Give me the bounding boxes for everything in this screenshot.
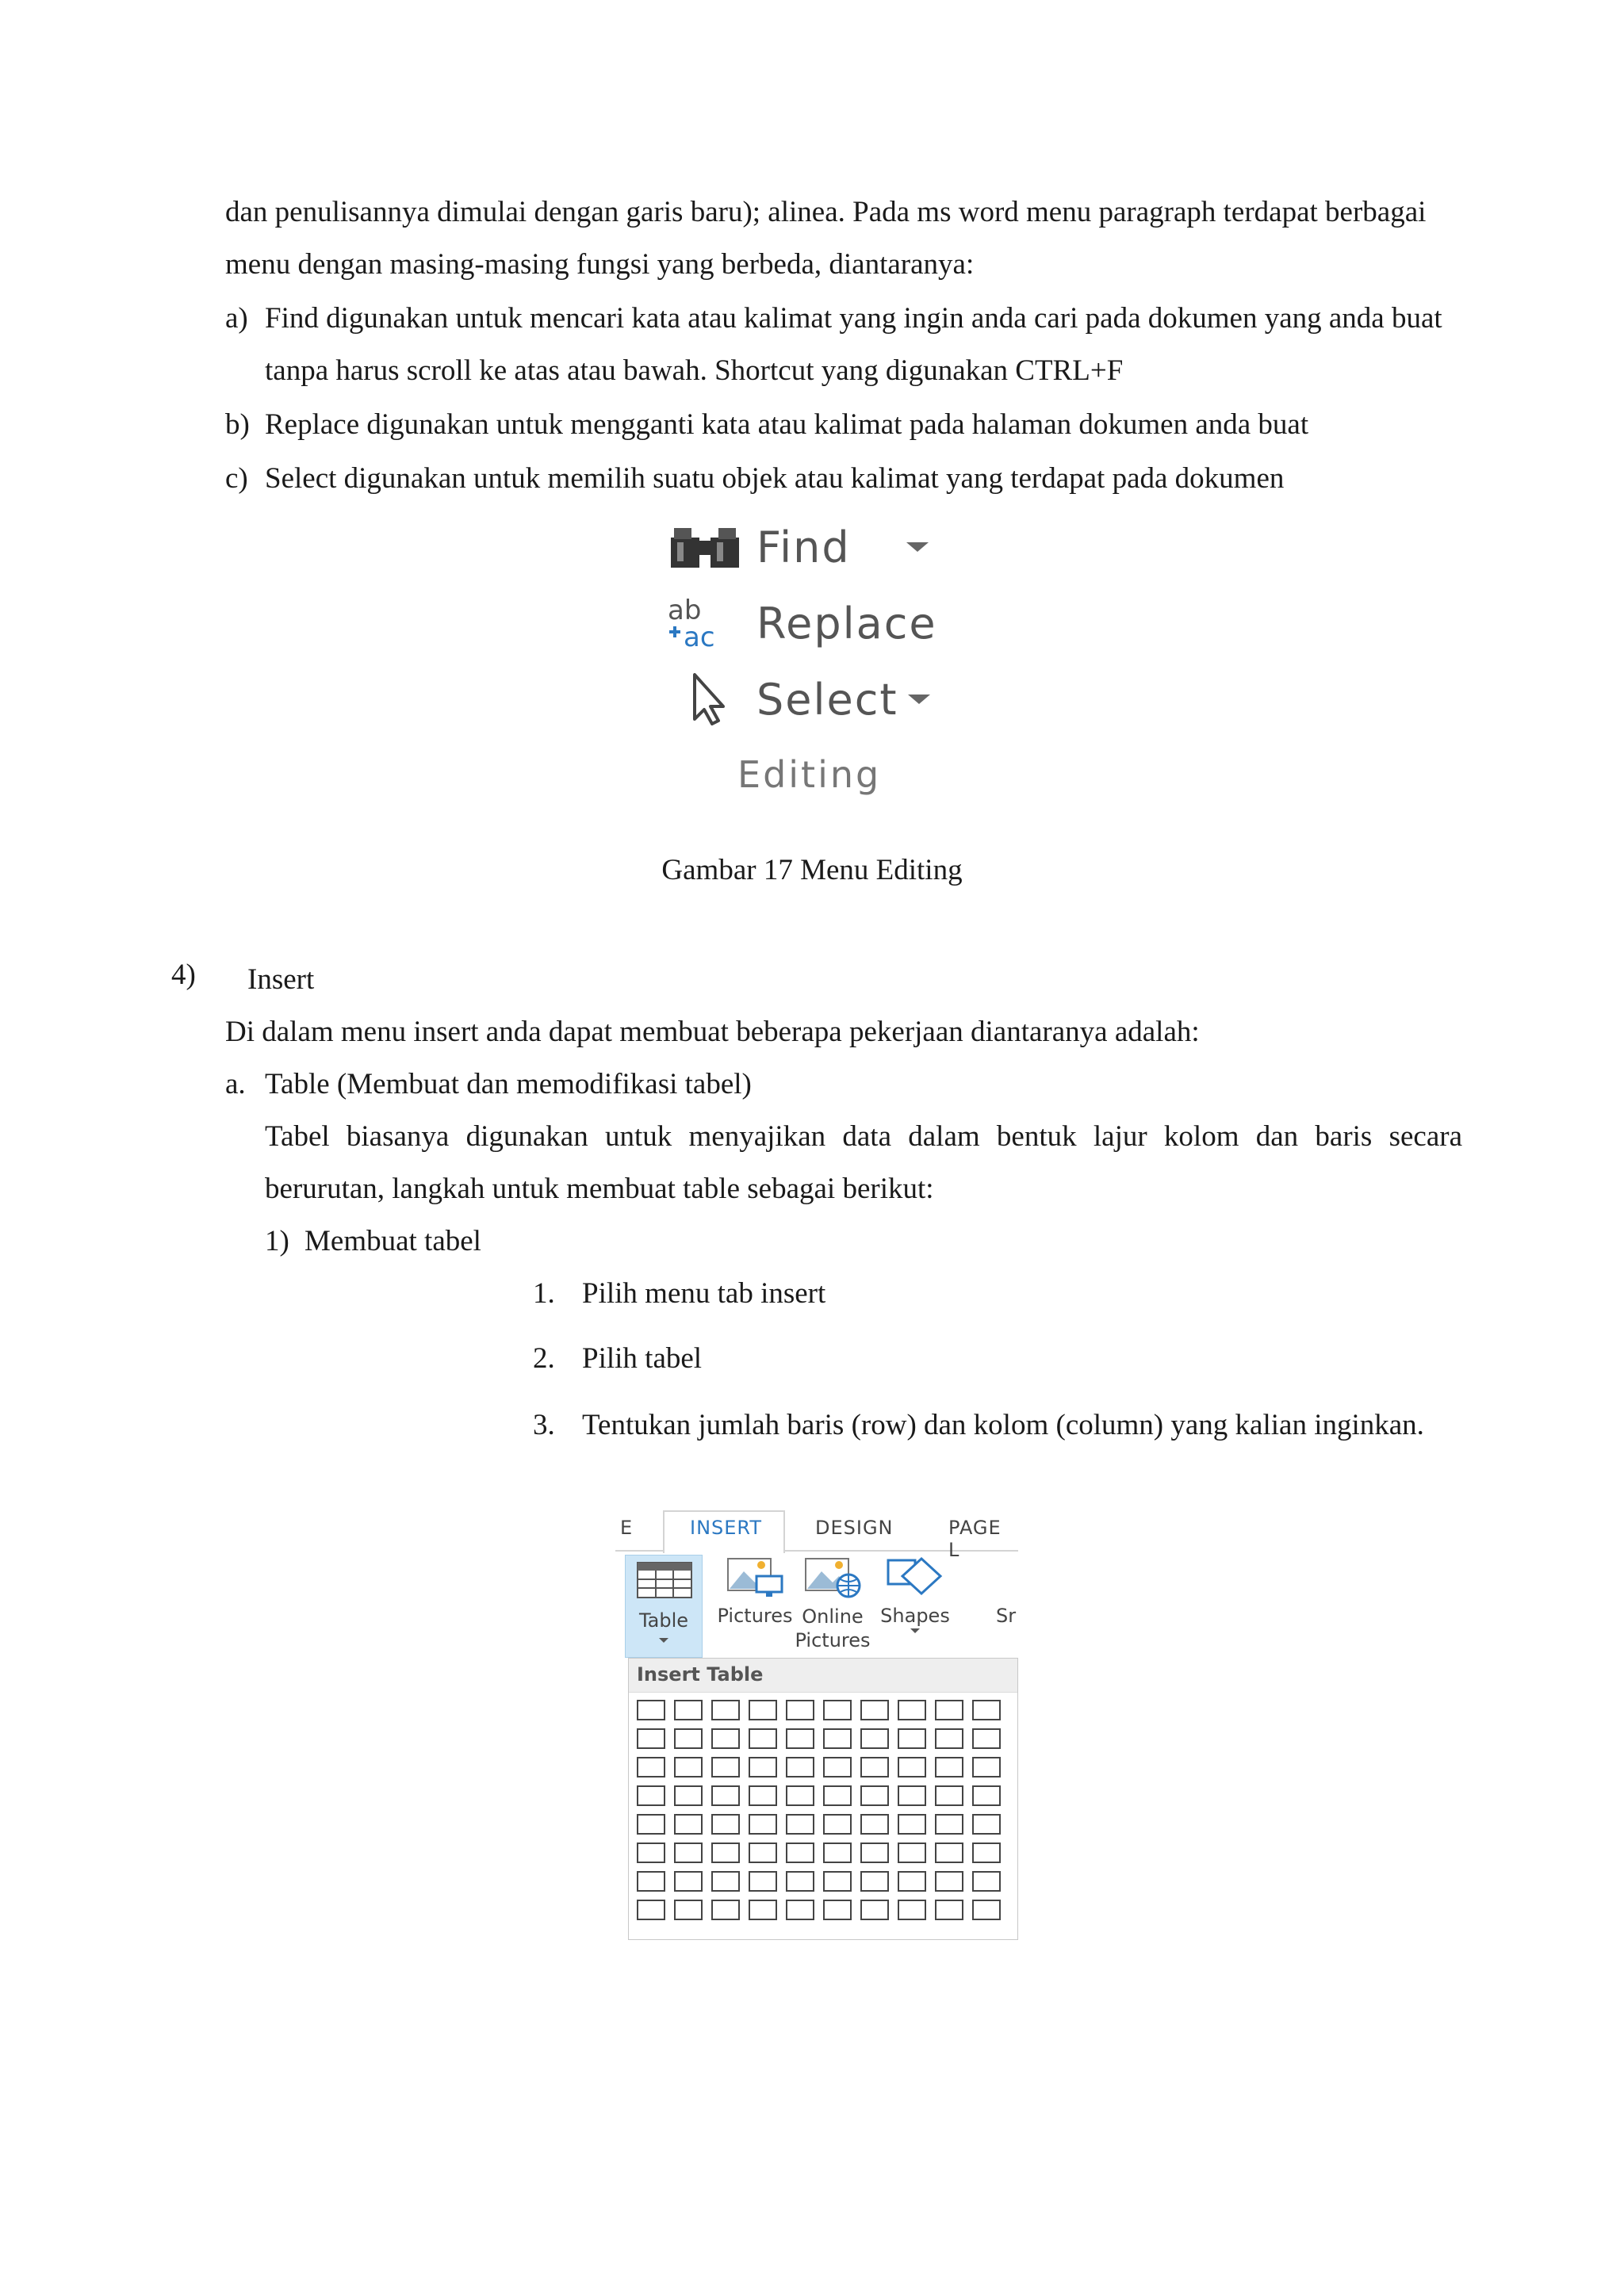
table-grid-cell[interactable] — [823, 1728, 852, 1749]
table-grid-cell[interactable] — [749, 1814, 777, 1835]
table-grid-cell[interactable] — [786, 1700, 814, 1720]
list-item-text: Select digunakan untuk memilih suatu objek atau kalimat yang terdapat pada dokumen — [265, 462, 1285, 495]
table-grid-cell[interactable] — [823, 1700, 852, 1720]
table-grid-cell[interactable] — [860, 1757, 889, 1777]
replace-label: Replace — [756, 598, 937, 649]
insert-table-title: Insert Table — [637, 1663, 764, 1686]
table-grid-cell[interactable] — [749, 1900, 777, 1920]
table-grid-cell[interactable] — [972, 1728, 1001, 1749]
table-grid-cell[interactable] — [711, 1871, 740, 1892]
table-grid-cell[interactable] — [786, 1728, 814, 1749]
table-grid-cell[interactable] — [972, 1900, 1001, 1920]
figure-caption: Gambar 17 Menu Editing — [661, 854, 963, 886]
table-grid-cell[interactable] — [674, 1785, 703, 1806]
table-grid-cell[interactable] — [860, 1900, 889, 1920]
table-grid-cell[interactable] — [674, 1700, 703, 1720]
table-grid-cell[interactable] — [711, 1900, 740, 1920]
table-grid-cell[interactable] — [898, 1785, 926, 1806]
table-grid-cell[interactable] — [711, 1700, 740, 1720]
replace-icon-bottom: ac — [684, 622, 715, 651]
insert-table-header — [629, 1659, 1017, 1693]
smartart-button[interactable] — [996, 1554, 1018, 1627]
list-item-text: tanpa harus scroll ke atas atau bawah. Shortcut yang digunakan CTRL+F — [265, 354, 1124, 387]
binoculars-icon — [666, 523, 745, 571]
list-marker: b) — [225, 408, 250, 441]
replace-command[interactable] — [666, 591, 937, 655]
table-grid-cell[interactable] — [637, 1728, 665, 1749]
table-grid-cell[interactable] — [637, 1814, 665, 1835]
online-pictures-label-1: Online — [802, 1605, 864, 1628]
table-grid-cell[interactable] — [972, 1843, 1001, 1863]
chevron-down-icon — [910, 1628, 920, 1633]
insert-ribbon-screenshot — [615, 1510, 1018, 1938]
tab-insert[interactable]: INSERT — [690, 1517, 763, 1539]
table-grid-cell[interactable] — [786, 1871, 814, 1892]
shapes-label: Shapes — [880, 1605, 950, 1627]
pictures-label: Pictures — [717, 1605, 793, 1627]
table-grid-cell[interactable] — [749, 1700, 777, 1720]
editing-figure — [666, 515, 999, 817]
table-grid-cell[interactable] — [749, 1785, 777, 1806]
step-number: 3. — [533, 1409, 555, 1441]
table-grid-cell[interactable] — [935, 1700, 963, 1720]
table-grid-cell[interactable] — [786, 1814, 814, 1835]
table-grid-cell[interactable] — [935, 1757, 963, 1777]
table-grid-cell[interactable] — [786, 1785, 814, 1806]
table-grid-cell[interactable] — [860, 1843, 889, 1863]
step-text: Pilih menu tab insert — [582, 1277, 826, 1310]
editing-group-label: Editing — [737, 753, 882, 796]
table-grid-cell[interactable] — [749, 1843, 777, 1863]
table-grid-cell[interactable] — [898, 1728, 926, 1749]
online-pictures-label-2: Pictures — [795, 1629, 871, 1651]
table-grid-cell[interactable] — [898, 1814, 926, 1835]
section-number: 4) — [171, 959, 196, 991]
table-icon — [637, 1562, 692, 1598]
chevron-down-icon — [906, 542, 929, 552]
smartart-label: Sr — [996, 1605, 1017, 1627]
table-grid-cell[interactable] — [637, 1757, 665, 1777]
table-grid-cell[interactable] — [674, 1757, 703, 1777]
list-item-text: Table (Membuat dan memodifikasi tabel) — [265, 1068, 752, 1100]
replace-icon — [666, 595, 745, 651]
table-grid-cell[interactable] — [637, 1700, 665, 1720]
tab-design[interactable]: DESIGN — [815, 1517, 894, 1539]
table-grid-cell[interactable] — [674, 1900, 703, 1920]
replace-icon-top: ab — [668, 595, 702, 626]
section-title: Insert — [247, 963, 315, 996]
table-grid-cell[interactable] — [860, 1814, 889, 1835]
table-grid-cell[interactable] — [749, 1871, 777, 1892]
chevron-down-icon — [659, 1638, 668, 1643]
table-grid-cell[interactable] — [674, 1728, 703, 1749]
tab-previous[interactable]: E — [620, 1517, 634, 1539]
table-grid-cell[interactable] — [786, 1757, 814, 1777]
table-grid-cell[interactable] — [935, 1871, 963, 1892]
table-grid-cell[interactable] — [935, 1900, 963, 1920]
table-grid-cell[interactable] — [823, 1843, 852, 1863]
table-grid-cell[interactable] — [749, 1757, 777, 1777]
online-pictures-button[interactable] — [795, 1554, 871, 1652]
step-number: 1. — [533, 1277, 555, 1310]
table-grid-cell[interactable] — [786, 1843, 814, 1863]
list-marker: c) — [225, 462, 248, 495]
online-pictures-icon — [802, 1554, 863, 1598]
table-grid-cell[interactable] — [637, 1900, 665, 1920]
table-grid-cell[interactable] — [674, 1871, 703, 1892]
pictures-icon — [725, 1554, 785, 1598]
table-grid-cell[interactable] — [823, 1900, 852, 1920]
table-grid-cell[interactable] — [637, 1843, 665, 1863]
tab-page-layout[interactable]: PAGE L — [948, 1517, 1002, 1561]
table-grid-cell[interactable] — [823, 1814, 852, 1835]
shapes-button[interactable] — [877, 1554, 953, 1633]
table-grid-cell[interactable] — [711, 1785, 740, 1806]
table-grid-cell[interactable] — [786, 1900, 814, 1920]
description-line: Tabel biasanya digunakan untuk menyajikan data dalam bentuk lajur kolom dan baris secara — [265, 1120, 1462, 1153]
section-intro: Di dalam menu insert anda dapat membuat beberapa pekerjaan diantaranya adalah: — [225, 1016, 1200, 1048]
table-button-label: Table — [638, 1609, 689, 1632]
table-grid-cell[interactable] — [823, 1785, 852, 1806]
table-grid-cell[interactable] — [711, 1728, 740, 1749]
find-command[interactable] — [666, 515, 929, 579]
step-number: 2. — [533, 1342, 555, 1375]
select-label: Select — [756, 674, 898, 725]
table-grid-cell[interactable] — [898, 1900, 926, 1920]
table-grid-cell[interactable] — [711, 1843, 740, 1863]
paragraph-line: menu dengan masing-masing fungsi yang berbeda, diantaranya: — [225, 248, 975, 281]
cursor-icon — [666, 672, 745, 727]
find-label: Find — [756, 522, 851, 572]
insert-table-dropdown — [628, 1658, 1018, 1940]
table-grid-cell[interactable] — [860, 1700, 889, 1720]
table-grid-cell[interactable] — [972, 1757, 1001, 1777]
list-marker: a. — [225, 1068, 246, 1100]
table-grid-cell[interactable] — [898, 1757, 926, 1777]
table-grid-cell[interactable] — [637, 1785, 665, 1806]
table-grid-cell[interactable] — [860, 1728, 889, 1749]
step-text: Pilih tabel — [582, 1342, 703, 1375]
list-item-text: Replace digunakan untuk mengganti kata atau kalimat pada halaman dokumen anda buat — [265, 408, 1309, 441]
table-grid-cell[interactable] — [972, 1700, 1001, 1720]
chevron-down-icon — [908, 695, 930, 704]
table-grid-cell[interactable] — [674, 1843, 703, 1863]
table-grid-cell[interactable] — [749, 1728, 777, 1749]
table-grid-cell[interactable] — [935, 1728, 963, 1749]
table-button[interactable] — [625, 1555, 703, 1658]
table-grid-cell[interactable] — [674, 1814, 703, 1835]
list-item-text: Membuat tabel — [304, 1225, 481, 1257]
table-grid-cell[interactable] — [860, 1785, 889, 1806]
table-grid-cell[interactable] — [935, 1814, 963, 1835]
table-grid-cell[interactable] — [711, 1757, 740, 1777]
description-line: berurutan, langkah untuk membuat table sebagai berikut: — [265, 1173, 934, 1205]
list-marker: a) — [225, 302, 248, 335]
list-marker: 1) — [265, 1225, 289, 1257]
table-grid-cell[interactable] — [972, 1871, 1001, 1892]
table-grid-cell[interactable] — [972, 1785, 1001, 1806]
table-grid-cell[interactable] — [898, 1871, 926, 1892]
step-text: Tentukan jumlah baris (row) dan kolom (column) yang kalian inginkan. — [582, 1409, 1424, 1441]
select-command[interactable] — [666, 668, 930, 731]
table-grid-cell[interactable] — [823, 1757, 852, 1777]
table-grid-cell[interactable] — [935, 1785, 963, 1806]
pictures-button[interactable] — [717, 1554, 793, 1627]
table-grid-cell[interactable] — [823, 1871, 852, 1892]
paragraph-line: dan penulisannya dimulai dengan garis baru); alinea. Pada ms word menu paragraph terdapat berbagai — [225, 196, 1427, 228]
shapes-icon — [885, 1554, 945, 1598]
table-grid-cell[interactable] — [935, 1843, 963, 1863]
table-grid-cell[interactable] — [898, 1700, 926, 1720]
table-grid-cell[interactable] — [711, 1814, 740, 1835]
list-item-text: Find digunakan untuk mencari kata atau kalimat yang ingin anda cari pada dokumen yang anda buat — [265, 302, 1442, 335]
table-grid-cell[interactable] — [637, 1871, 665, 1892]
table-grid-cell[interactable] — [972, 1814, 1001, 1835]
table-grid-cell[interactable] — [860, 1871, 889, 1892]
table-grid-cell[interactable] — [898, 1843, 926, 1863]
